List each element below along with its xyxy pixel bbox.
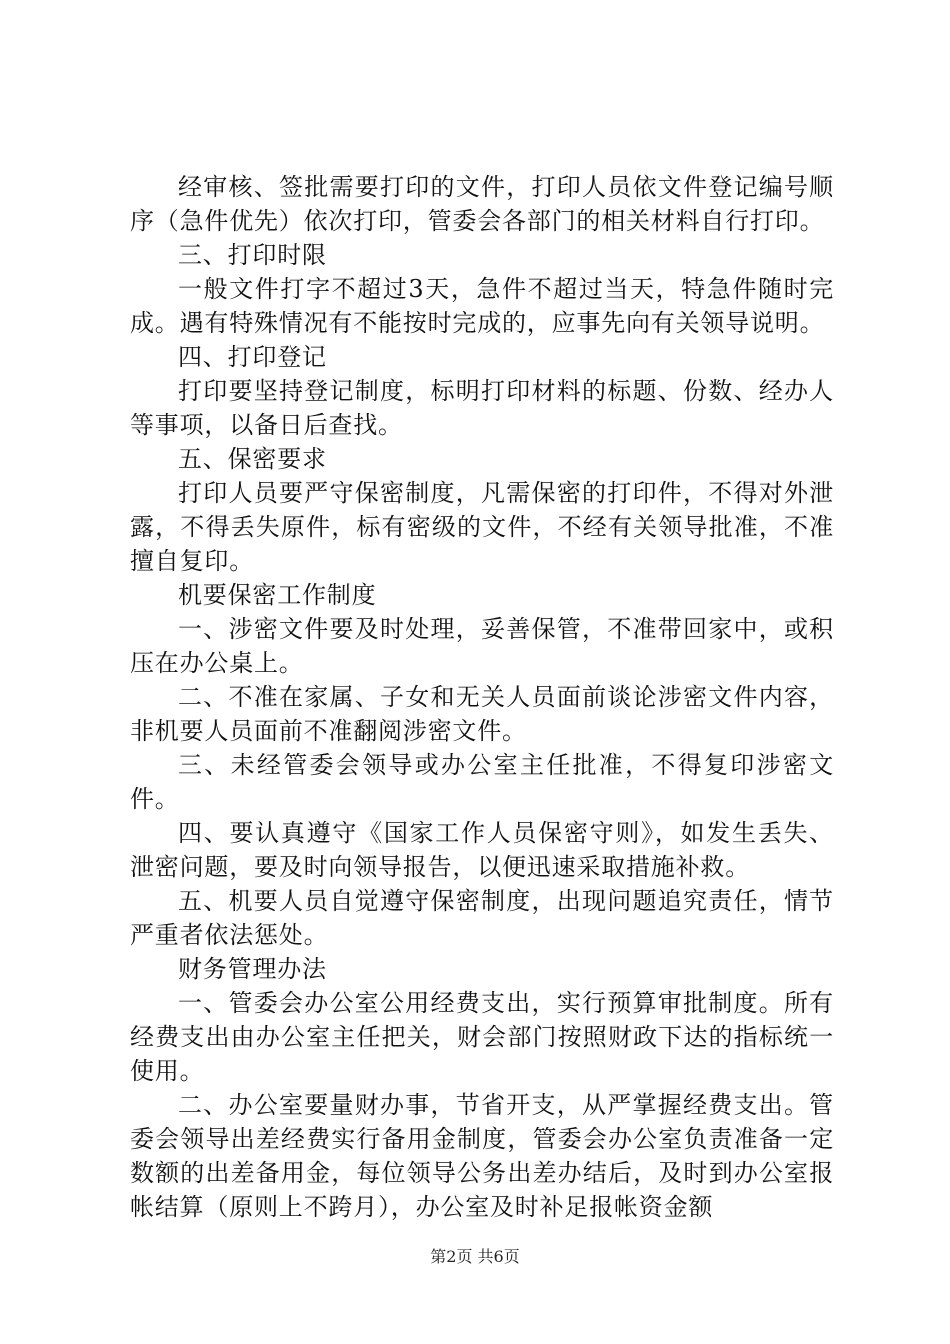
- paragraph: 一、管委会办公室公用经费支出，实行预算审批制度。所有经费支出由办公室主任把关，财会部门按照财政下达的指标统一使用。: [130, 989, 834, 1085]
- paragraph: 一、涉密文件要及时处理，妥善保管，不准带回家中，或积压在办公桌上。: [130, 615, 834, 677]
- section-heading: 四、打印登记: [178, 343, 327, 371]
- paragraph: 一般文件打字不超过3天，急件不超过当天，特急件随时完成。遇有特殊情况有不能按时完成的，应事先向有关领导说明。: [130, 275, 834, 337]
- paragraph: 二、办公室要量财办事，节省开支，从严掌握经费支出。管委会领导出差经费实行备用金制度，管委会办公室负责准备一定数额的出差备用金，每位领导公务出差办结后，及时到办公室报帐结算（原则上不跨月），办公室及时补足报帐资金额: [130, 1091, 834, 1221]
- section-heading: 三、打印时限: [178, 241, 327, 269]
- paragraph: 四、要认真遵守《国家工作人员保密守则》，如发生丢失、泄密问题，要及时向领导报告，以便迅速采取措施补救。: [130, 819, 834, 881]
- section-heading: 五、保密要求: [178, 445, 327, 473]
- section-title: 财务管理办法: [178, 955, 327, 983]
- paragraph: 五、机要人员自觉遵守保密制度，出现问题追究责任，情节严重者依法惩处。: [130, 887, 834, 949]
- paragraph: 三、未经管委会领导或办公室主任批准，不得复印涉密文件。: [130, 751, 834, 813]
- page-footer: 第2页 共6页: [430, 1247, 520, 1266]
- paragraph: 打印要坚持登记制度，标明打印材料的标题、份数、经办人等事项，以备日后查找。: [130, 377, 834, 439]
- paragraph: 打印人员要严守保密制度，凡需保密的打印件，不得对外泄露，不得丢失原件，标有密级的文件，不经有关领导批准，不准擅自复印。: [130, 479, 834, 575]
- section-title: 机要保密工作制度: [178, 581, 377, 609]
- paragraph: 经审核、签批需要打印的文件，打印人员依文件登记编号顺序（急件优先）依次打印，管委会各部门的相关材料自行打印。: [130, 173, 834, 235]
- paragraph: 二、不准在家属、子女和无关人员面前谈论涉密文件内容，非机要人员面前不准翻阅涉密文件。: [130, 683, 834, 745]
- document-body: [130, 170, 834, 1224]
